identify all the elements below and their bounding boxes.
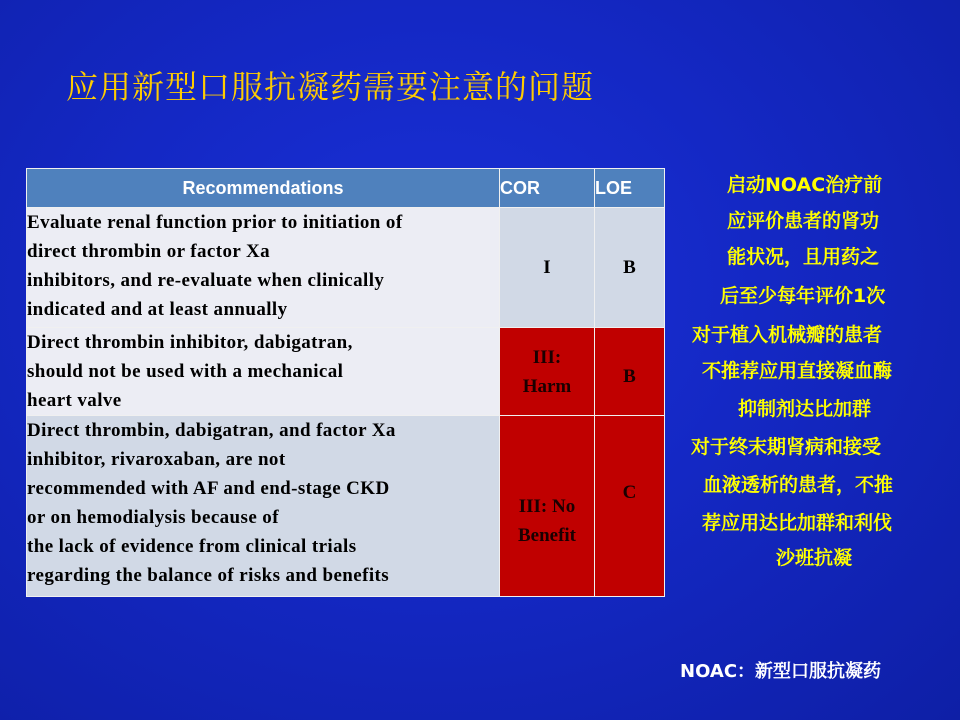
recommendation-text bbox=[27, 208, 500, 328]
recommendation-line: regarding the balance of risks and benefits bbox=[27, 565, 390, 586]
cor-value: Harm bbox=[522, 375, 572, 397]
note-line: 对于植入机械瓣的患者 bbox=[692, 324, 883, 346]
recommendation-text bbox=[27, 416, 500, 597]
cor-value: III: No bbox=[518, 496, 576, 517]
recommendation-line: indicated and at least annually bbox=[27, 299, 288, 320]
recommendation-line: recommended with AF and end-stage CKD bbox=[27, 478, 390, 499]
recommendation-line: direct thrombin or factor Xa bbox=[27, 241, 271, 262]
recommendation-line: should not be used with a mechanical bbox=[27, 361, 344, 382]
note-line: 应评价患者的肾功 bbox=[727, 210, 880, 232]
recommendation-line: Direct thrombin, dabigatran, and factor Xa bbox=[27, 420, 396, 441]
note-line: 沙班抗凝 bbox=[776, 547, 853, 569]
table-row bbox=[27, 328, 665, 416]
recommendation-line: or on hemodialysis because of bbox=[27, 507, 279, 528]
table-header-row bbox=[27, 169, 665, 208]
note-line: 荐应用达比加群和利伐 bbox=[702, 512, 893, 534]
loe-cell: C bbox=[595, 416, 665, 597]
cor-value: Benefit bbox=[517, 525, 577, 546]
cor-cell bbox=[500, 416, 595, 597]
note-line: 抑制剂达比加群 bbox=[738, 398, 872, 420]
slide-title: 应用新型口服抗凝药需要注意的问题 bbox=[66, 68, 595, 106]
header-loe: LOE bbox=[595, 169, 665, 208]
recommendation-line: inhibitors, and re-evaluate when clinically bbox=[27, 270, 385, 291]
cor-value: III: bbox=[532, 346, 562, 368]
cor-cell bbox=[500, 208, 595, 328]
footnote: NOAC：新型口服抗凝药 bbox=[680, 661, 882, 682]
loe-cell: B bbox=[595, 208, 665, 328]
recommendation-line: Evaluate renal function prior to initiation of bbox=[27, 212, 403, 233]
header-recommendations: Recommendations bbox=[27, 169, 500, 208]
cor-value: I bbox=[543, 257, 551, 278]
note-line: 不推荐应用直接凝血酶 bbox=[702, 360, 893, 382]
recommendations-table bbox=[26, 168, 665, 597]
note-line: 血液透析的患者，不推 bbox=[703, 474, 894, 496]
loe-cell: B bbox=[595, 328, 665, 416]
note-line: 能状况，且用药之 bbox=[727, 246, 880, 268]
table-row bbox=[27, 208, 665, 328]
recommendation-line: heart valve bbox=[27, 390, 122, 411]
header-cor: COR bbox=[500, 169, 595, 208]
note-line: 启动NOAC治疗前 bbox=[727, 174, 883, 196]
recommendation-line: inhibitor, rivaroxaban, are not bbox=[27, 449, 286, 470]
cor-cell bbox=[500, 328, 595, 416]
table-row bbox=[27, 416, 665, 597]
note-line: 对于终末期肾病和接受 bbox=[691, 436, 882, 458]
recommendation-text bbox=[27, 328, 500, 416]
note-line: 后至少每年评价1次 bbox=[720, 285, 886, 307]
recommendation-line: Direct thrombin inhibitor, dabigatran, bbox=[27, 332, 353, 353]
recommendation-line: the lack of evidence from clinical trials bbox=[27, 536, 357, 557]
